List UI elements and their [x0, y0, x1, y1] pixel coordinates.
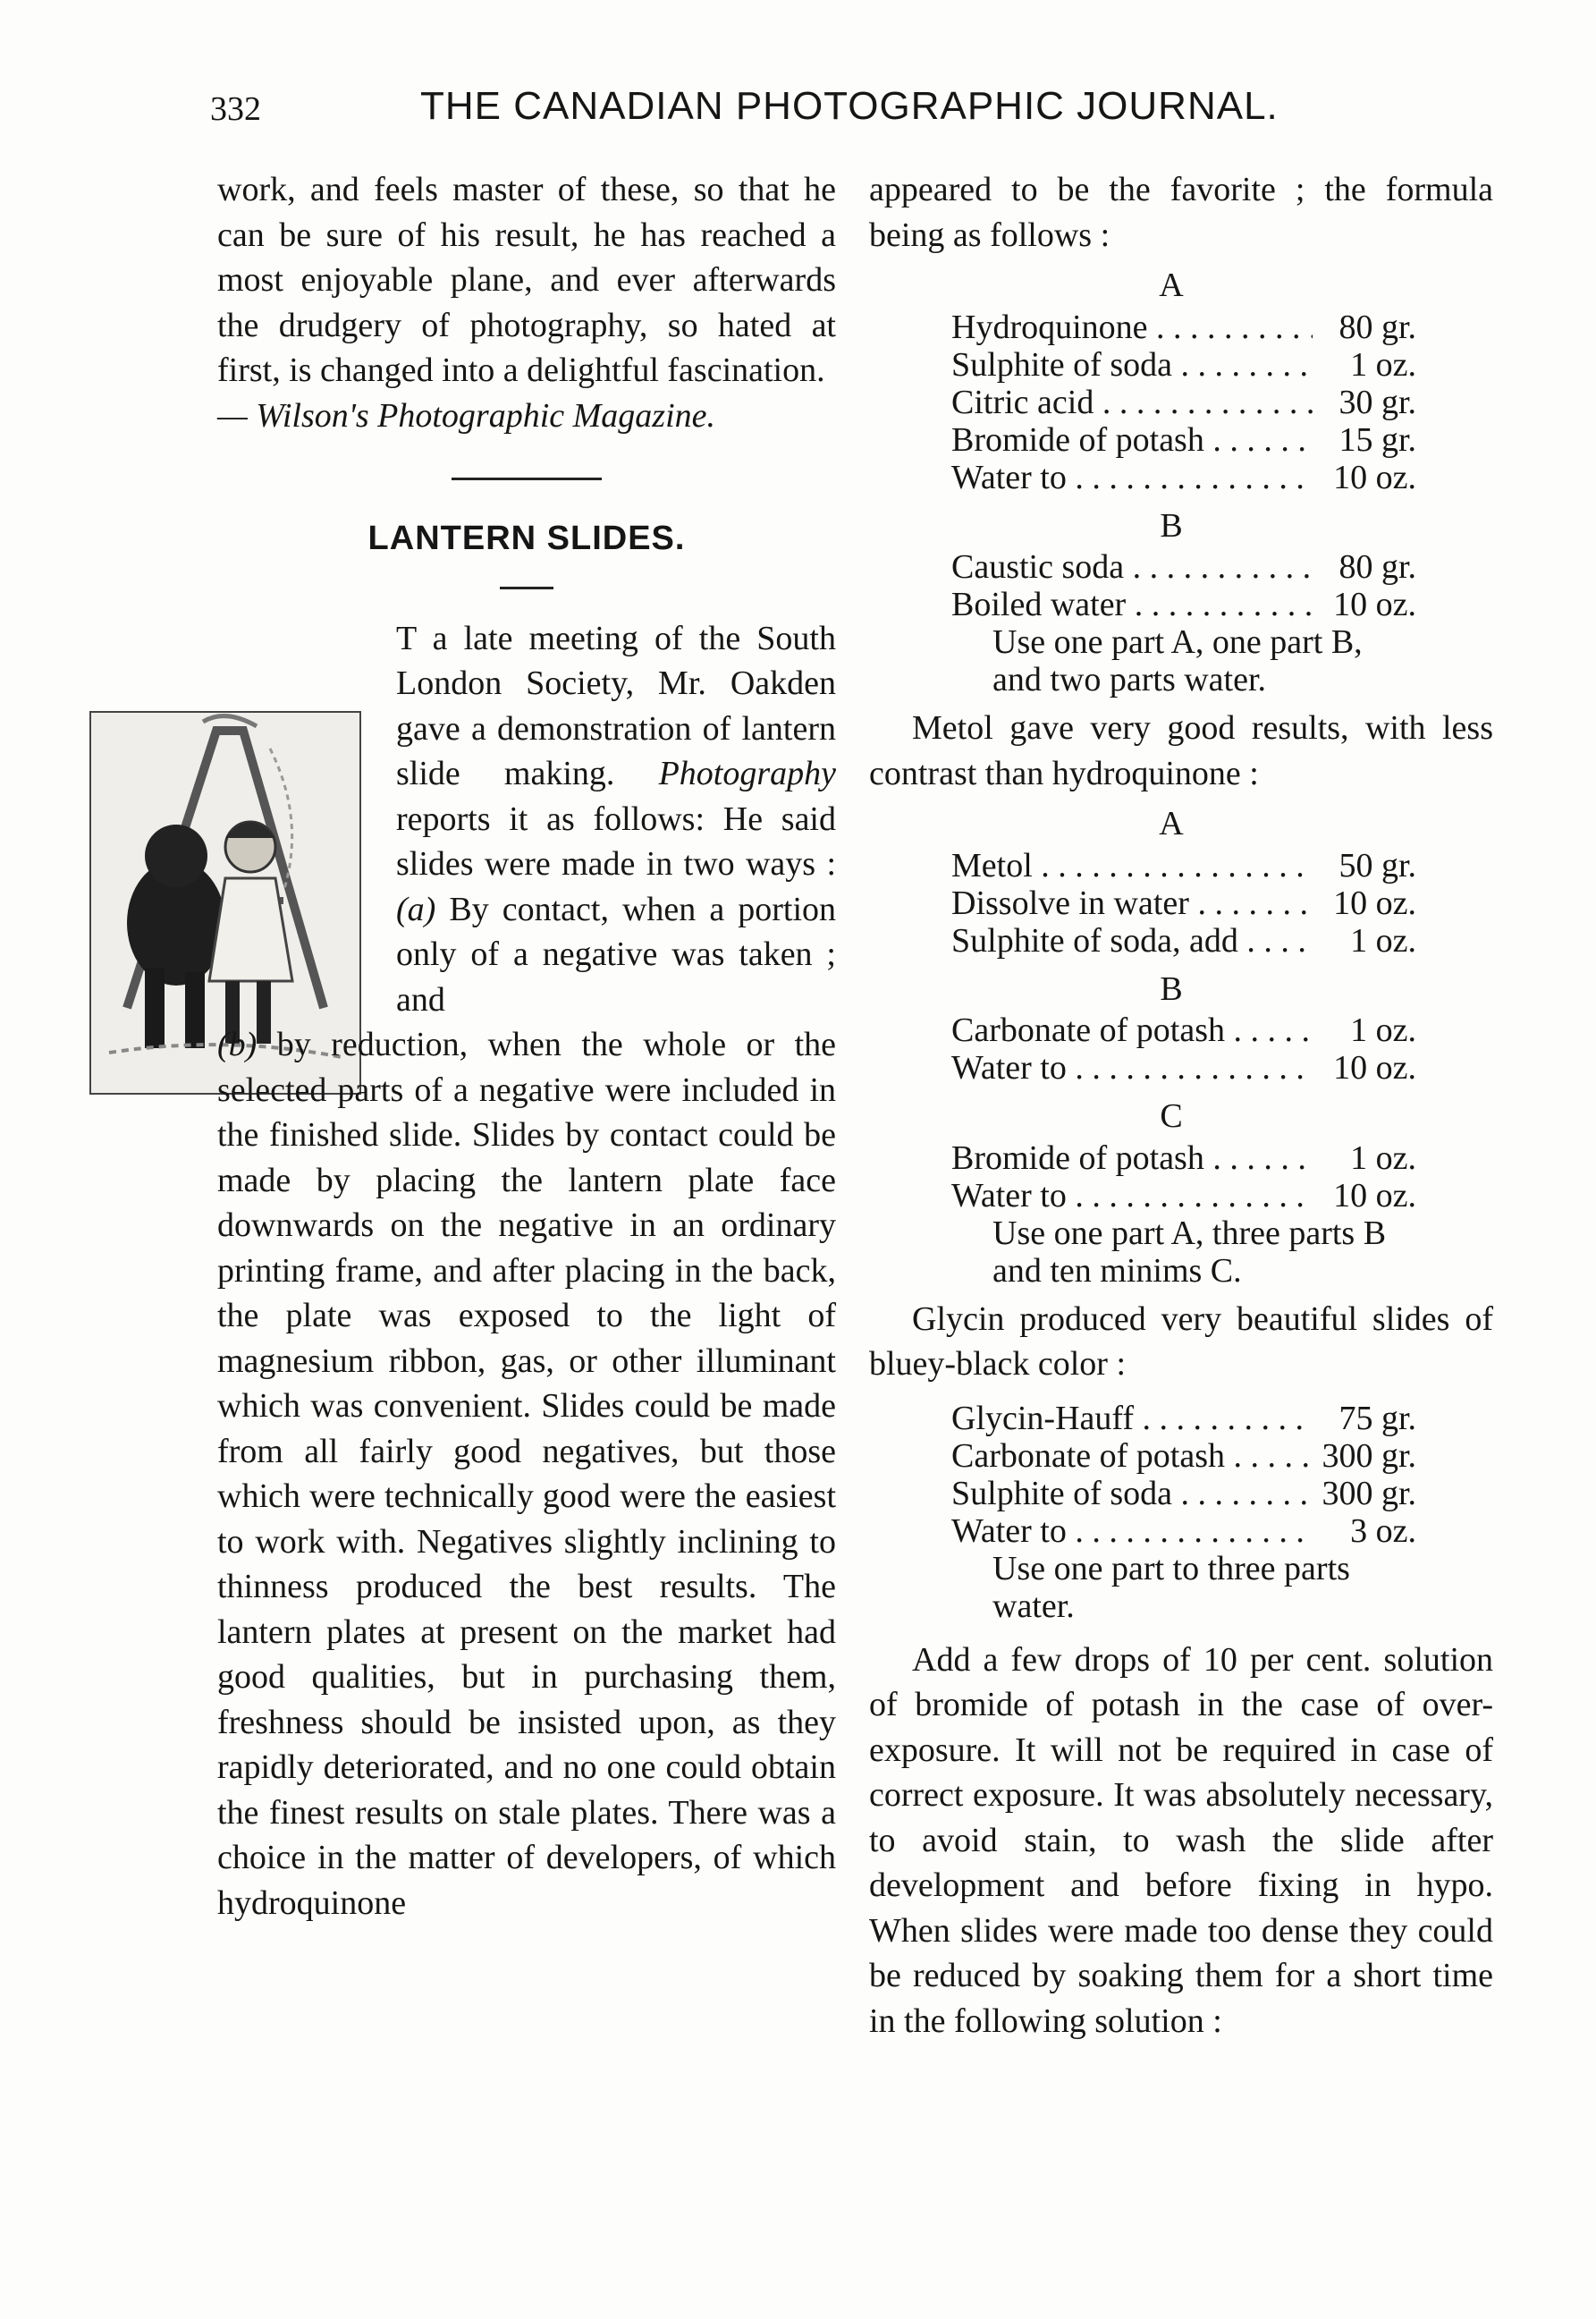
ingredient-qty: 75 gr.	[1338, 1399, 1416, 1437]
ingredient-name: Water to . . .	[951, 1049, 1313, 1087]
ingredient-name: Sulphite of soda . . .	[951, 346, 1313, 384]
wrapped-text: T a late meeting of the South London Society, Mr. Oakden gave a demonstration of lantern slide making.	[396, 619, 836, 792]
ingredient-name: Metol . . .	[951, 847, 1313, 884]
ingredient-qty: 1 oz.	[1350, 1138, 1416, 1177]
ingredient-name: Caustic soda . . .	[951, 548, 1313, 586]
ingredient-qty: 1 oz.	[1350, 345, 1416, 384]
page-number: 332	[210, 90, 261, 128]
ingredient-qty: 1 oz.	[1350, 921, 1416, 960]
label-b: (b)	[217, 1026, 258, 1063]
ingredient-qty: 300 gr.	[1322, 1436, 1416, 1475]
ingredient-name: Sulphite of soda, add . . .	[951, 922, 1313, 960]
formula-note: Use one part to three parts water.	[992, 1549, 1350, 1625]
right-column	[869, 167, 1493, 2044]
reduction-method-text: by reduction, when the whole or the selected parts of a negative were included in the finished slide. Slides by contact could be made by placing the lantern plate face downwards on the negative in an ordinary printing frame, and after placing in the back, the plate was exposed to the light of magnesium ribbon, gas, or other illuminant which was convenient. Slides could be made from all fairly good negatives, but those which were technically good were the easiest to work with. Negatives slightly inclining to thinness produced the best results. The lantern plates at present on the market had good qualities, but in purchasing them, freshness should be insisted upon, as they rapidly deteriorated, and no one could obtain the finest results on stale plates. There was a choice in the matter of developers, of which hydroquinone	[217, 1026, 837, 1922]
closing-paragraph: Add a few drops of 10 per cent. solution of bromide of potash in the case of over-exposure. It will not be required in case of correct exposure. It was absolutely necessary, to avoid stain, to wash the slide after development and before fixing in hypo. When slides were made too dense they could be reduced by soaking them for a short time in the following solution :	[869, 1640, 1493, 2040]
metol-intro: Metol gave very good results, with less contrast than hydroquinone :	[869, 709, 1493, 792]
ingredient-name: Water to . . .	[951, 459, 1313, 496]
ingredient-name: Carbonate of potash . . .	[951, 1011, 1313, 1049]
journal-title: THE CANADIAN PHOTOGRAPHIC JOURNAL.	[420, 84, 1279, 128]
ingredient-qty: 15 gr.	[1338, 420, 1416, 459]
ingredient-name: Hydroquinone . . .	[951, 309, 1313, 346]
page-header	[0, 80, 1596, 134]
ingredient-qty: 3 oz.	[1350, 1511, 1416, 1550]
metol-formula	[951, 801, 1416, 1290]
ingredient-qty: 10 oz.	[1333, 458, 1416, 496]
ingredient-name: Sulphite of soda . . .	[951, 1475, 1313, 1512]
ingredient-qty: 50 gr.	[1338, 846, 1416, 884]
ingredient-name: Citric acid . . .	[951, 384, 1313, 421]
hydroquinone-intro: appeared to be the favorite ; the formula being as follows :	[869, 171, 1493, 254]
ingredient-qty: 30 gr.	[1338, 383, 1416, 421]
ingredient-qty: 300 gr.	[1322, 1474, 1416, 1512]
section-title: LANTERN SLIDES.	[367, 520, 686, 557]
ingredient-name: Bromide of potash . . .	[951, 421, 1313, 459]
ingredient-name: Bromide of potash . . .	[951, 1139, 1313, 1177]
intro-paragraph: work, and feels master of these, so that he can be sure of his result, he has reached a most enjoyable plane, and ever afterwards the drudgery of photography, so hated at first, is changed into a delightful fascination.	[217, 171, 836, 389]
attribution-text: — Wilson's Photographic Magazine.	[217, 396, 716, 435]
ingredient-name: Carbonate of potash . . .	[951, 1437, 1313, 1475]
label-a: (a)	[396, 890, 436, 928]
attribution	[217, 394, 836, 439]
formula-note: Use one part A, three parts B and ten minims C.	[992, 1214, 1387, 1290]
contact-method-text: By contact, when a portion only of a negative was taken ; and	[396, 890, 837, 1019]
article-paragraph	[217, 616, 836, 1926]
ingredient-name: Water to . . .	[951, 1512, 1313, 1550]
ingredient-qty: 80 gr.	[1338, 548, 1416, 586]
glycin-formula	[951, 1400, 1416, 1625]
publication-name: Photography	[658, 755, 836, 792]
formula-label-a: A	[1159, 805, 1184, 842]
ingredient-name: Glycin-Hauff . . .	[951, 1400, 1313, 1437]
formula-label-c: C	[1160, 1097, 1183, 1135]
full-width-text-block	[217, 1022, 836, 1925]
ingredient-qty: 10 oz.	[1333, 884, 1416, 922]
ingredient-name: Boiled water . . .	[951, 586, 1313, 623]
formula-label-a: A	[1159, 267, 1184, 304]
wrapped-text-block	[396, 616, 836, 1023]
wrapped-text-cont: reports it as follows: He said slides were made in two ways :	[396, 800, 836, 883]
glycin-intro: Glycin produced very beautiful slides of bluey-black color :	[869, 1299, 1493, 1383]
formula-label-b: B	[1160, 969, 1183, 1008]
ingredient-name: Water to . . .	[951, 1177, 1313, 1215]
ingredient-qty: 10 oz.	[1333, 586, 1416, 623]
formula-label-b: B	[1160, 506, 1183, 545]
ingredient-qty: 10 oz.	[1333, 1049, 1416, 1087]
ingredient-qty: 10 oz.	[1333, 1176, 1416, 1215]
title-divider	[500, 587, 553, 589]
ingredient-qty: 1 oz.	[1350, 1011, 1416, 1049]
ingredient-qty: 80 gr.	[1338, 308, 1416, 346]
hydroquinone-formula	[951, 263, 1416, 698]
left-column	[217, 167, 836, 1925]
formula-note: Use one part A, one part B, and two parts water.	[992, 623, 1363, 698]
ingredient-name: Dissolve in water . . .	[951, 884, 1313, 922]
section-divider	[452, 478, 602, 480]
